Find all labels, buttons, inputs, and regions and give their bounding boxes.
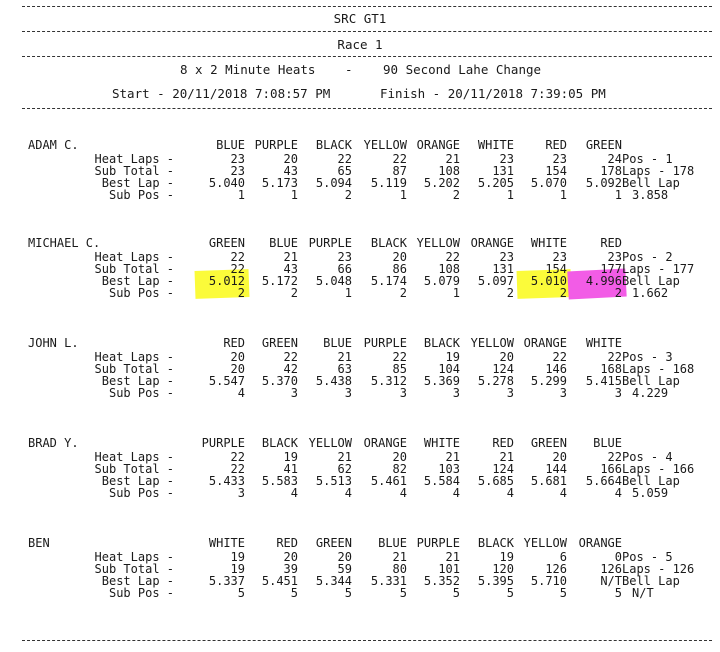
result-cell: 5.172 [261, 274, 298, 288]
result-cell: 177 [600, 262, 622, 276]
result-cell: 2 [506, 286, 514, 300]
result-cell: 21 [445, 550, 460, 564]
result-cell: 1 [614, 188, 622, 202]
row-label: Sub Pos - [108, 286, 174, 300]
series-title: SRC GT1 [333, 11, 387, 26]
result-cell: 20 [337, 550, 352, 564]
result-cell: 4 [506, 486, 514, 500]
lane-header: GREEN [585, 138, 622, 152]
row-label: Heat Laps - [94, 550, 174, 564]
result-cell: 4 [344, 486, 352, 500]
result-cell: 5.119 [370, 176, 407, 190]
result-cell: 104 [438, 362, 460, 376]
driver-name: ADAM C. [28, 138, 79, 152]
result-cell: 5.681 [530, 474, 567, 488]
result-cell: 23 [499, 250, 514, 264]
result-cell: 131 [492, 262, 514, 276]
result-cell: 5.344 [315, 574, 352, 588]
result-cell: 166 [600, 462, 622, 476]
finishing-position: Pos - 5 [622, 550, 673, 564]
lane-header: ORANGE [363, 436, 407, 450]
lane-header: BLACK [315, 138, 352, 152]
result-cell: 2 [614, 286, 622, 300]
result-cell: 5.205 [477, 176, 514, 190]
driver-name: BRAD Y. [28, 436, 79, 450]
result-cell: 5.451 [261, 574, 298, 588]
lane-header: WHITE [585, 336, 622, 350]
lane-header: YELLOW [523, 536, 567, 550]
result-cell: 22 [552, 350, 567, 364]
lane-header: YELLOW [416, 236, 460, 250]
row-label: Sub Pos - [108, 188, 174, 202]
result-cell: 2 [452, 188, 460, 202]
result-cell: 85 [392, 362, 407, 376]
lane-header: BLUE [323, 336, 352, 350]
result-cell: 5.583 [261, 474, 298, 488]
result-cell: 20 [392, 250, 407, 264]
result-cell: 101 [438, 562, 460, 576]
result-cell: 3 [452, 386, 460, 400]
result-cell: 0 [614, 550, 622, 564]
result-cell: 5.664 [585, 474, 622, 488]
result-cell: 5.173 [261, 176, 298, 190]
result-cell: 19 [499, 550, 514, 564]
result-cell: 5.299 [530, 374, 567, 388]
result-cell: 5.513 [315, 474, 352, 488]
lane-header: RED [545, 138, 567, 152]
result-cell: 5.415 [585, 374, 622, 388]
lane-header: WHITE [423, 436, 460, 450]
result-cell: 5.461 [370, 474, 407, 488]
result-cell: 65 [337, 164, 352, 178]
dashed-rule [22, 56, 712, 57]
lane-header: PURPLE [363, 336, 407, 350]
result-cell: 5.710 [530, 574, 567, 588]
lane-header: WHITE [477, 138, 514, 152]
result-cell: 5 [237, 586, 245, 600]
dashed-rule [22, 108, 712, 109]
result-cell: 80 [392, 562, 407, 576]
result-cell: 5.547 [208, 374, 245, 388]
lane-header: ORANGE [578, 536, 622, 550]
result-cell: 22 [230, 262, 245, 276]
result-cell: 22 [445, 250, 460, 264]
result-cell: 23 [552, 250, 567, 264]
finishing-position: Pos - 2 [622, 250, 673, 264]
result-cell: 22 [607, 450, 622, 464]
result-cell: 5 [399, 586, 407, 600]
driver-name: MICHAEL C. [28, 236, 101, 250]
race-title: Race 1 [337, 37, 383, 52]
dashed-rule [22, 6, 712, 7]
result-cell: 20 [283, 550, 298, 564]
result-cell: 5.369 [423, 374, 460, 388]
result-cell: 39 [283, 562, 298, 576]
row-label: Sub Pos - [108, 486, 174, 500]
result-cell: 20 [499, 350, 514, 364]
dashed-rule [22, 31, 712, 32]
result-cell: 4.996 [585, 274, 622, 288]
result-cell: 59 [337, 562, 352, 576]
result-cell: 21 [283, 250, 298, 264]
lane-header: ORANGE [416, 138, 460, 152]
bell-lap-label: Bell Lap [622, 474, 680, 488]
result-cell: 5.070 [530, 176, 567, 190]
finishing-position: Pos - 4 [622, 450, 673, 464]
result-cell: 22 [337, 152, 352, 166]
total-laps: Laps - 168 [622, 362, 695, 376]
result-cell: 22 [230, 462, 245, 476]
result-cell: 4 [559, 486, 567, 500]
result-cell: 5.438 [315, 374, 352, 388]
result-cell: 23 [230, 152, 245, 166]
result-cell: 23 [607, 250, 622, 264]
result-cell: 3 [399, 386, 407, 400]
result-cell: 43 [283, 164, 298, 178]
lane-header: YELLOW [308, 436, 352, 450]
lane-header: GREEN [261, 336, 298, 350]
result-cell: 6 [559, 550, 567, 564]
result-cell: 108 [438, 262, 460, 276]
row-label: Heat Laps - [94, 152, 174, 166]
lane-header: GREEN [530, 436, 567, 450]
result-cell: 4 [452, 486, 460, 500]
total-laps: Laps - 166 [622, 462, 695, 476]
bell-lap-label: Bell Lap [622, 374, 680, 388]
result-cell: 21 [445, 450, 460, 464]
lane-header: RED [492, 436, 514, 450]
finish-time: Finish - 20/11/2018 7:39:05 PM [380, 86, 606, 101]
result-cell: 146 [545, 362, 567, 376]
result-cell: 1 [290, 188, 298, 202]
result-cell: 22 [283, 350, 298, 364]
lane-header: BLUE [269, 236, 298, 250]
result-cell: 1 [559, 188, 567, 202]
result-cell: 66 [337, 262, 352, 276]
result-cell: 4 [290, 486, 298, 500]
bell-lap-value: 1.662 [632, 286, 669, 300]
result-cell: 19 [445, 350, 460, 364]
result-cell: 5.079 [423, 274, 460, 288]
result-cell: 5.685 [477, 474, 514, 488]
result-cell: 5.370 [261, 374, 298, 388]
result-cell: 22 [230, 450, 245, 464]
result-cell: 22 [392, 350, 407, 364]
bell-lap-value: 5.059 [632, 486, 669, 500]
row-label: Sub Total - [94, 562, 174, 576]
result-cell: 19 [230, 550, 245, 564]
heat-format-separator: - [345, 62, 353, 77]
result-cell: N/T [600, 574, 622, 588]
result-cell: 5.352 [423, 574, 460, 588]
result-cell: 103 [438, 462, 460, 476]
lane-header: RED [223, 336, 245, 350]
result-cell: 2 [290, 286, 298, 300]
result-cell: 20 [552, 450, 567, 464]
result-cell: 20 [230, 350, 245, 364]
lane-header: BLACK [370, 236, 407, 250]
result-cell: 19 [230, 562, 245, 576]
result-cell: 21 [392, 550, 407, 564]
result-cell: 3 [344, 386, 352, 400]
lane-header: BLACK [261, 436, 298, 450]
driver-name: JOHN L. [28, 336, 79, 350]
result-cell: 4 [237, 386, 245, 400]
result-cell: 5 [559, 586, 567, 600]
result-cell: 23 [230, 164, 245, 178]
total-laps: Laps - 126 [622, 562, 695, 576]
row-label: Best Lap - [101, 574, 174, 588]
result-cell: 21 [445, 152, 460, 166]
result-cell: 5.174 [370, 274, 407, 288]
result-cell: 21 [499, 450, 514, 464]
result-cell: 63 [337, 362, 352, 376]
result-cell: 3 [614, 386, 622, 400]
result-cell: 23 [337, 250, 352, 264]
lane-header: GREEN [315, 536, 352, 550]
result-cell: 21 [337, 450, 352, 464]
result-cell: 5 [344, 586, 352, 600]
result-cell: 1 [399, 188, 407, 202]
result-cell: 131 [492, 164, 514, 178]
row-label: Heat Laps - [94, 450, 174, 464]
heat-format: 8 x 2 Minute Heats [180, 62, 316, 77]
result-cell: 5.012 [208, 274, 245, 288]
result-cell: 5.395 [477, 574, 514, 588]
total-laps: Laps - 178 [622, 164, 695, 178]
result-cell: 22 [392, 152, 407, 166]
result-cell: 20 [283, 152, 298, 166]
result-cell: 43 [283, 262, 298, 276]
row-label: Sub Total - [94, 462, 174, 476]
lane-header: BLACK [423, 336, 460, 350]
row-label: Heat Laps - [94, 350, 174, 364]
lane-header: PURPLE [201, 436, 245, 450]
result-cell: 154 [545, 164, 567, 178]
lane-header: RED [600, 236, 622, 250]
result-cell: 3 [290, 386, 298, 400]
result-cell: 144 [545, 462, 567, 476]
result-cell: 5.331 [370, 574, 407, 588]
result-cell: 19 [283, 450, 298, 464]
result-cell: 5.312 [370, 374, 407, 388]
result-cell: 5 [614, 586, 622, 600]
dashed-rule [22, 640, 712, 641]
lane-header: BLUE [216, 138, 245, 152]
result-cell: 5 [452, 586, 460, 600]
result-cell: 3 [559, 386, 567, 400]
row-label: Sub Total - [94, 362, 174, 376]
result-cell: 2 [237, 286, 245, 300]
result-cell: 5.092 [585, 176, 622, 190]
result-cell: 62 [337, 462, 352, 476]
start-time: Start - 20/11/2018 7:08:57 PM [112, 86, 331, 101]
lane-header: WHITE [208, 536, 245, 550]
result-cell: 42 [283, 362, 298, 376]
result-cell: 24 [607, 152, 622, 166]
lane-header: YELLOW [363, 138, 407, 152]
result-cell: 23 [552, 152, 567, 166]
total-laps: Laps - 177 [622, 262, 695, 276]
finishing-position: Pos - 1 [622, 152, 673, 166]
lane-header: ORANGE [470, 236, 514, 250]
row-label: Best Lap - [101, 474, 174, 488]
result-cell: 124 [492, 362, 514, 376]
lane-header: PURPLE [254, 138, 298, 152]
result-cell: 168 [600, 362, 622, 376]
lane-header: BLUE [378, 536, 407, 550]
result-cell: 126 [600, 562, 622, 576]
lane-header: BLUE [593, 436, 622, 450]
lane-header: ORANGE [523, 336, 567, 350]
lane-change-format: 90 Second Lahe Change [383, 62, 542, 77]
result-cell: 5.202 [423, 176, 460, 190]
result-cell: 2 [559, 286, 567, 300]
lane-header: GREEN [208, 236, 245, 250]
bell-lap-label: Bell Lap [622, 274, 680, 288]
driver-name: BEN [28, 536, 50, 550]
result-cell: 86 [392, 262, 407, 276]
result-cell: 5.094 [315, 176, 352, 190]
result-cell: 5.097 [477, 274, 514, 288]
finishing-position: Pos - 3 [622, 350, 673, 364]
result-cell: 2 [399, 286, 407, 300]
lane-header: PURPLE [308, 236, 352, 250]
result-cell: 22 [607, 350, 622, 364]
bell-lap-value: N/T [632, 586, 654, 600]
result-cell: 4 [399, 486, 407, 500]
result-cell: 5 [506, 586, 514, 600]
lane-header: BLACK [477, 536, 514, 550]
row-label: Best Lap - [101, 274, 174, 288]
result-cell: 5.433 [208, 474, 245, 488]
row-label: Sub Pos - [108, 386, 174, 400]
result-cell: 5 [290, 586, 298, 600]
result-cell: 178 [600, 164, 622, 178]
result-cell: 120 [492, 562, 514, 576]
result-cell: 20 [392, 450, 407, 464]
result-cell: 5.337 [208, 574, 245, 588]
result-cell: 20 [230, 362, 245, 376]
result-cell: 3 [506, 386, 514, 400]
bell-lap-value: 3.858 [632, 188, 669, 202]
result-cell: 154 [545, 262, 567, 276]
lane-header: WHITE [530, 236, 567, 250]
result-cell: 4 [614, 486, 622, 500]
row-label: Heat Laps - [94, 250, 174, 264]
lane-header: YELLOW [470, 336, 514, 350]
lane-header: RED [276, 536, 298, 550]
result-cell: 126 [545, 562, 567, 576]
result-cell: 5.040 [208, 176, 245, 190]
bell-lap-label: Bell Lap [622, 574, 680, 588]
result-cell: 21 [337, 350, 352, 364]
result-cell: 87 [392, 164, 407, 178]
result-cell: 1 [452, 286, 460, 300]
lane-header: PURPLE [416, 536, 460, 550]
result-cell: 2 [344, 188, 352, 202]
row-label: Best Lap - [101, 374, 174, 388]
result-cell: 5.048 [315, 274, 352, 288]
row-label: Sub Total - [94, 262, 174, 276]
result-cell: 3 [237, 486, 245, 500]
bell-lap-value: 4.229 [632, 386, 669, 400]
result-cell: 108 [438, 164, 460, 178]
result-cell: 5.010 [530, 274, 567, 288]
result-cell: 23 [499, 152, 514, 166]
row-label: Sub Total - [94, 164, 174, 178]
result-cell: 5.584 [423, 474, 460, 488]
result-cell: 1 [344, 286, 352, 300]
result-cell: 124 [492, 462, 514, 476]
row-label: Sub Pos - [108, 586, 174, 600]
result-cell: 1 [506, 188, 514, 202]
result-cell: 82 [392, 462, 407, 476]
bell-lap-label: Bell Lap [622, 176, 680, 190]
result-cell: 41 [283, 462, 298, 476]
result-cell: 5.278 [477, 374, 514, 388]
row-label: Best Lap - [101, 176, 174, 190]
result-cell: 1 [237, 188, 245, 202]
result-cell: 22 [230, 250, 245, 264]
